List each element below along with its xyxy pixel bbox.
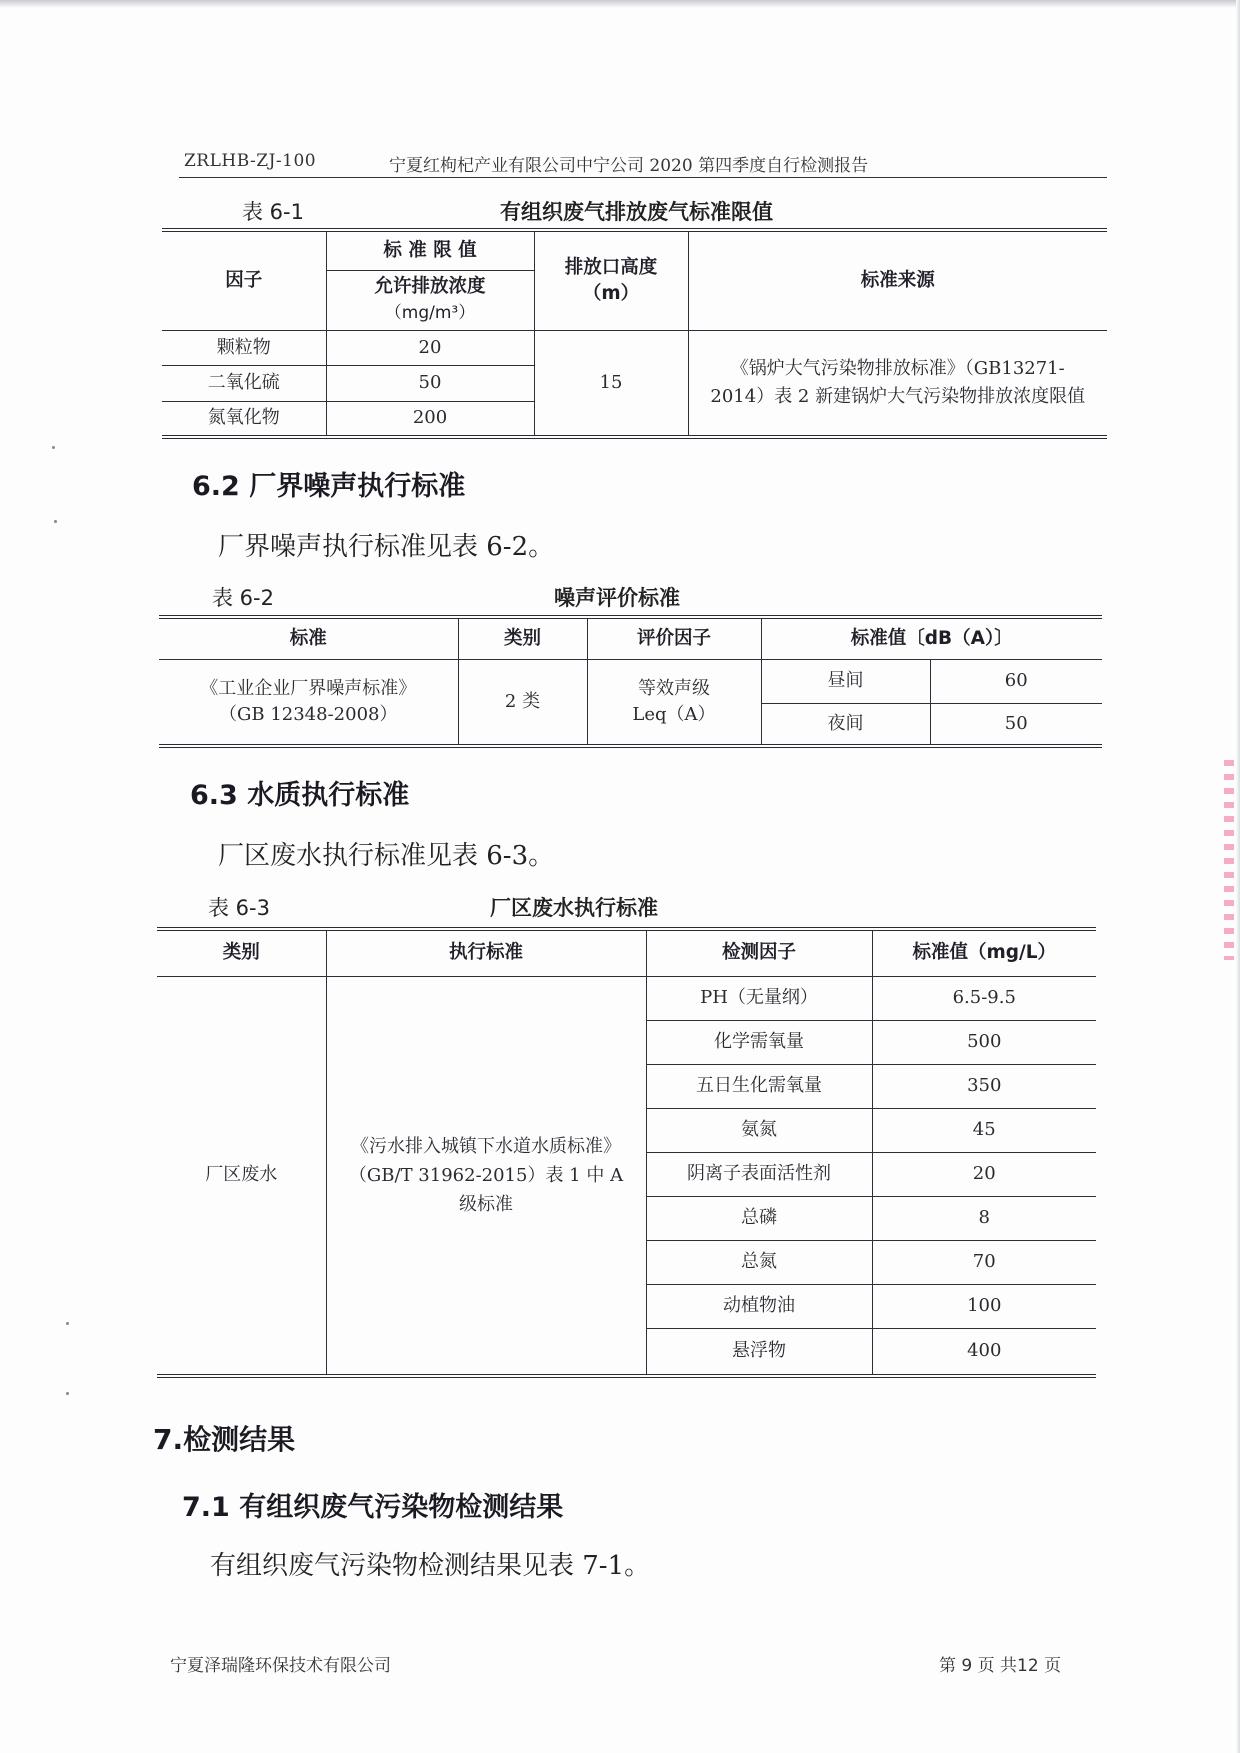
header-outlet-height: 排放口高度 （m） (534, 230, 688, 330)
section-6-3-body: 厂区废水执行标准见表 6-3。 (218, 841, 555, 871)
factor-cell: 化学需氧量 (646, 1020, 872, 1064)
section-6-2-body: 厂界噪声执行标准见表 6-2。 (218, 532, 555, 562)
section-6-3-heading: 6.3 水质执行标准 (190, 780, 410, 811)
value-cell: 50 (930, 703, 1102, 746)
table-row (159, 659, 1102, 703)
value-cell: 20 (872, 1152, 1096, 1196)
value-cell: 400 (872, 1328, 1096, 1376)
period-cell: 夜间 (761, 703, 930, 746)
header-factor: 评价因子 (587, 617, 761, 659)
header-limit-group: 标 准 限 值 (326, 230, 534, 270)
factor-cell: 颗粒物 (162, 330, 326, 365)
header-standard: 执行标准 (326, 929, 646, 976)
table-row (157, 976, 1096, 1020)
header-factor: 因子 (162, 230, 326, 330)
value-cell: 60 (930, 659, 1102, 703)
table-title: 厂区废水执行标准 (490, 896, 658, 920)
table-number: 表 6-2 (212, 586, 274, 610)
table-6-3-caption (208, 892, 1088, 920)
table-6-1 (162, 228, 1107, 439)
table-6-2 (159, 615, 1102, 748)
scan-right-edge (1236, 0, 1240, 1753)
standard-cell: 《工业企业厂界噪声标准》 （GB 12348-2008） (159, 659, 458, 746)
table-6-1-caption (242, 196, 1102, 224)
section-7-1-body: 有组织废气污染物检测结果见表 7-1。 (210, 1551, 651, 1581)
section-7-heading: 7.检测结果 (153, 1423, 296, 1456)
seal-stamp-edge (1224, 760, 1234, 960)
factor-cell: 等效声级 Leq（A） (587, 659, 761, 746)
header-factor: 检测因子 (646, 929, 872, 976)
factor-cell: 五日生化需氧量 (646, 1064, 872, 1108)
table-number: 表 6-3 (208, 896, 270, 920)
header-rule (179, 177, 1107, 178)
footer-company: 宁夏泽瑞隆环保技术有限公司 (170, 1656, 391, 1676)
category-cell: 厂区废水 (157, 976, 326, 1376)
value-cell: 6.5-9.5 (872, 976, 1096, 1020)
scan-speck (54, 520, 57, 523)
standard-cell: 《污水排入城镇下水道水质标准》（GB/T 31962-2015）表 1 中 A 级标准 (326, 976, 646, 1376)
table-number: 表 6-1 (242, 200, 304, 224)
factor-cell: PH（无量纲） (646, 976, 872, 1020)
scan-speck (52, 446, 55, 449)
scan-speck (66, 1322, 69, 1325)
header-source: 标准来源 (688, 230, 1107, 330)
value-cell: 350 (872, 1064, 1096, 1108)
period-cell: 昼间 (761, 659, 930, 703)
table-title: 噪声评价标准 (554, 586, 680, 610)
factor-cell: 动植物油 (646, 1284, 872, 1328)
section-7-1-heading: 7.1 有组织废气污染物检测结果 (182, 1492, 564, 1523)
category-cell: 2 类 (458, 659, 587, 746)
value-cell: 70 (872, 1240, 1096, 1284)
header-value: 标准值（mg/L） (872, 929, 1096, 976)
factor-cell: 二氧化硫 (162, 365, 326, 401)
limit-cell: 20 (326, 330, 534, 365)
source-cell: 《锅炉大气污染物排放标准》（GB13271-2014）表 2 新建锅炉大气污染物排放浓度限值 (688, 330, 1107, 437)
header-category: 类别 (157, 929, 326, 976)
footer-page-info: 第 9 页 共12 页 (939, 1656, 1062, 1676)
table-title: 有组织废气排放废气标准限值 (500, 200, 773, 224)
report-title: 宁夏红枸杞产业有限公司中宁公司 2020 第四季度自行检测报告 (389, 156, 869, 176)
value-cell: 8 (872, 1196, 1096, 1240)
factor-cell: 悬浮物 (646, 1328, 872, 1376)
table-row (162, 330, 1107, 365)
header-allowed-conc: 允许排放浓度 （mg/m³） (326, 270, 534, 330)
factor-cell: 氨氮 (646, 1108, 872, 1152)
factor-cell: 总磷 (646, 1196, 872, 1240)
header-category: 类别 (458, 617, 587, 659)
factor-cell: 氮氧化物 (162, 401, 326, 437)
table-6-2-caption (212, 582, 1092, 610)
header-standard: 标准 (159, 617, 458, 659)
limit-cell: 200 (326, 401, 534, 437)
value-cell: 500 (872, 1020, 1096, 1064)
scan-speck (66, 1392, 69, 1395)
value-cell: 45 (872, 1108, 1096, 1152)
factor-cell: 总氮 (646, 1240, 872, 1284)
table-6-3 (157, 927, 1096, 1378)
document-code: ZRLHB-ZJ-100 (184, 151, 317, 171)
value-cell: 100 (872, 1284, 1096, 1328)
factor-cell: 阴离子表面活性剂 (646, 1152, 872, 1196)
limit-cell: 50 (326, 365, 534, 401)
header-value: 标准值〔dB（A）〕 (761, 617, 1102, 659)
scan-top-edge (0, 0, 1240, 8)
section-6-2-heading: 6.2 厂界噪声执行标准 (192, 471, 466, 502)
outlet-height-cell: 15 (534, 330, 688, 437)
running-header (179, 151, 1107, 177)
